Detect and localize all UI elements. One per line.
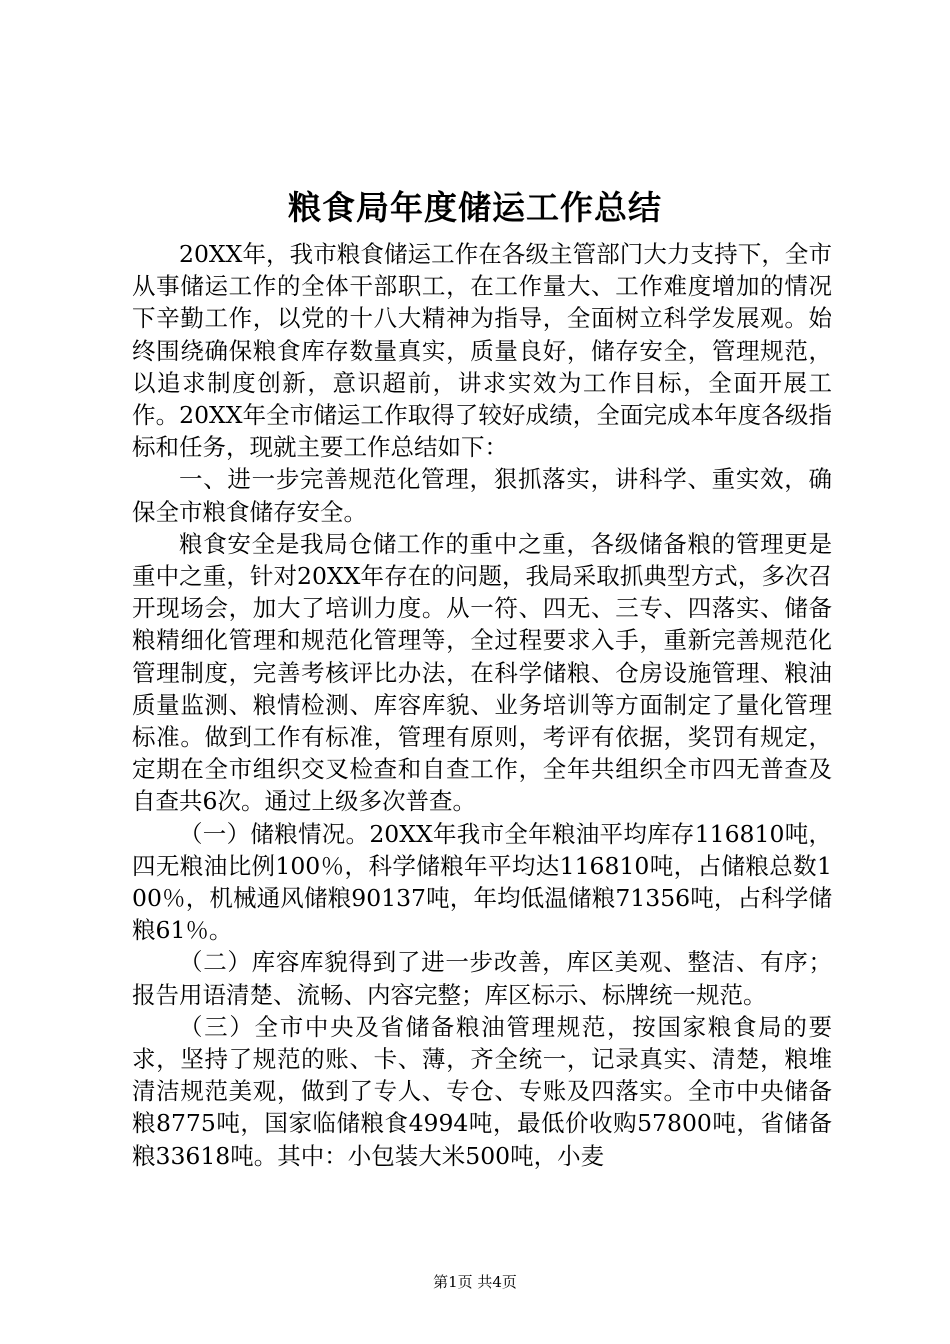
paragraph-section-one-heading: 一、进一步完善规范化管理，狠抓落实，讲科学、重实效，确保全市粮食储存安全。 — [132, 465, 832, 526]
paragraph-warehouse-appearance: （二）库容库貌得到了进一步改善，库区美观、整洁、有序；报告用语清楚、流畅、内容完整；库区标示、标牌统一规范。 — [132, 948, 832, 1009]
document-title: 粮食局年度储运工作总结 — [288, 188, 662, 227]
page-number-footer: 第1页 共4页 — [433, 1273, 517, 1291]
paragraph-storage-status: （一）储粮情况。20XX年我市全年粮油平均库存116810吨，四无粮油比例100％，科学储粮年平均达116810吨，占储粮总数100％，机械通风储粮90137吨，年均低温储粮71356吨，占科学储粮61％。 — [132, 819, 832, 945]
paragraph-grain-safety: 粮食安全是我局仓储工作的重中之重，各级储备粮的管理更是重中之重，针对20XX年存在的问题，我局采取抓典型方式，多次召开现场会，加大了培训力度。从一符、四无、三专、四落实、储备粮精细化管理和规范化管理等，全过程要求入手，重新完善规范化管理制度，完善考核评比办法，在科学储粮、仓房设施管理、粮油质量监测、粮情检测、库容库貌、业务培训等方面制定了量化管理标准。做到工作有标准，管理有原则，考评有依据，奖罚有规定，定期在全市组织交叉检查和自查工作，全年共组织全市四无普查及自查共6次。通过上级多次普查。 — [132, 529, 832, 816]
document-body — [132, 238, 832, 1172]
paragraph-intro: 20XX年，我市粮食储运工作在各级主管部门大力支持下，全市从事储运工作的全体干部职工，在工作量大、工作难度增加的情况下辛勤工作，以党的十八大精神为指导，全面树立科学发展观。始终围绕确保粮食库存数量真实，质量良好，储存安全，管理规范，以追求制度创新，意识超前，讲求实效为工作目标，全面开展工作。20XX年全市储运工作取得了较好成绩，全面完成本年度各级指标和任务，现就主要工作总结如下： — [132, 240, 832, 462]
paragraph-reserve-management: （三）全市中央及省储备粮油管理规范，按国家粮食局的要求，坚持了规范的账、卡、薄，齐全统一，记录真实、清楚，粮堆清洁规范美观，做到了专人、专仓、专账及四落实。全市中央储备粮8775吨，国家临储粮食4994吨，最低价收购57800吨，省储备粮33618吨。其中：小包装大米500吨，小麦 — [132, 1012, 832, 1170]
